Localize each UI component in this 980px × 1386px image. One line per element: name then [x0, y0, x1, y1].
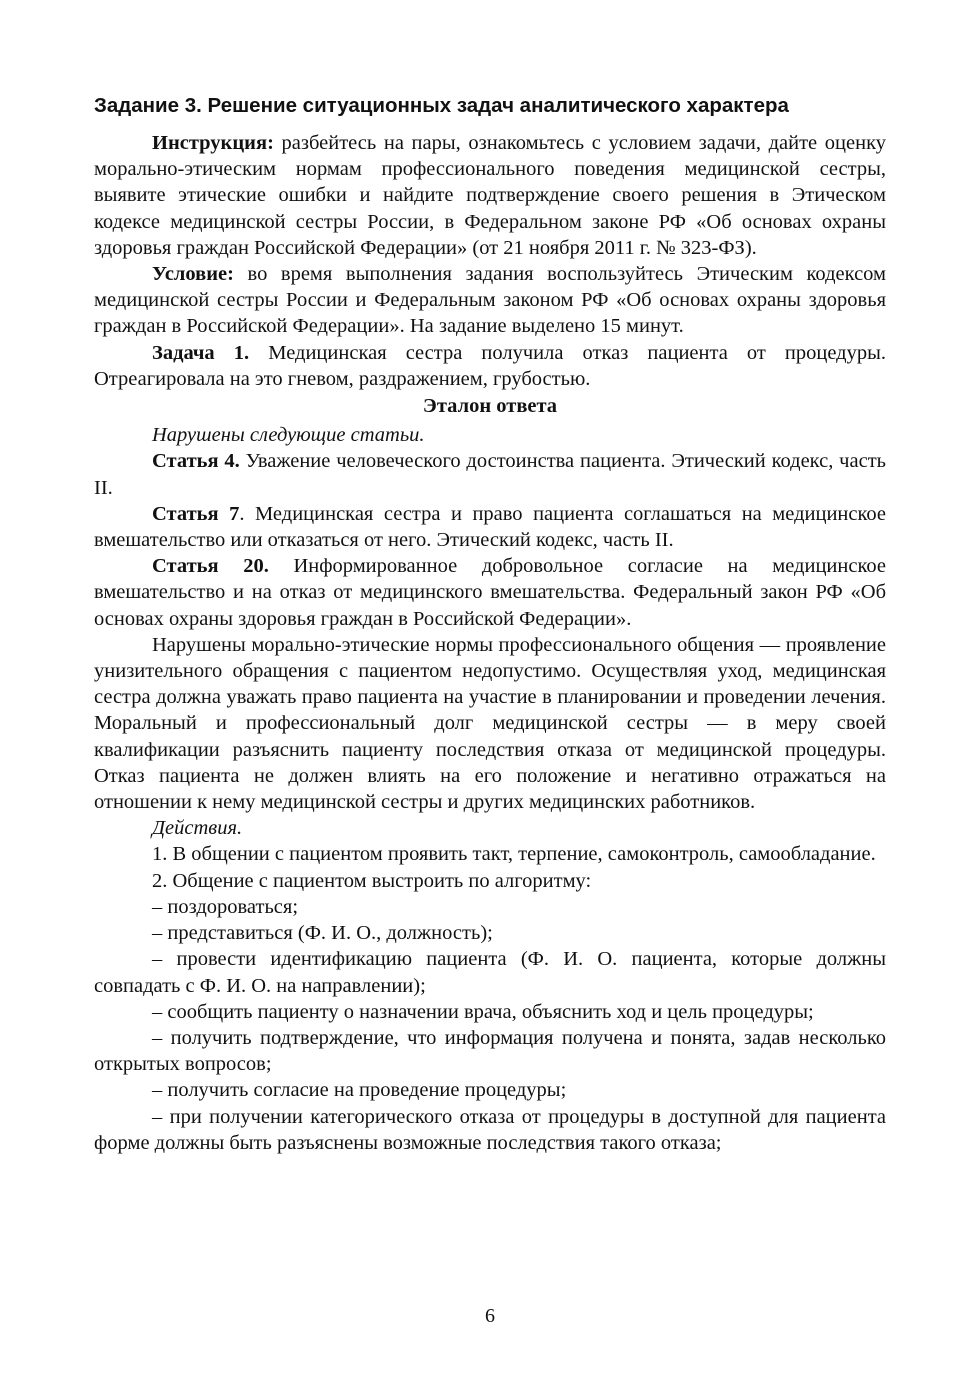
article-text: Информированное добровольное согласие на медицинское вмешательство и на отказ от медицинского вмешательства. Федеральный закон РФ «Об основах охраны здоровья граждан в Российской Федерации». — [94, 555, 886, 630]
instruction-label: Инструкция: — [152, 132, 274, 154]
article-label: Статья 7 — [152, 502, 240, 525]
instruction-paragraph — [94, 130, 886, 261]
condition-text: во время выполнения задания воспользуйтесь Этическим кодексом медицинской сестры России и Федеральным законом РФ «Об основах охраны здоровья граждан в Российской Федерации». На задание выделено 15 минут. — [94, 263, 886, 338]
actions-intro — [94, 815, 886, 841]
condition-label: Условие: — [152, 263, 234, 286]
task-label: Задача 1. — [152, 341, 250, 364]
action-item: – сообщить пациенту о назначении врача, объяснить ход и цель процедуры; — [152, 1000, 814, 1023]
article-text: Уважение человеческого достоинства пациента. Этический кодекс, часть II. — [94, 450, 887, 499]
action-item: 2. Общение с пациентом выстроить по алгоритму: — [152, 869, 592, 892]
action-item: – поздороваться; — [152, 895, 299, 918]
action-item: 1. В общении с пациентом проявить такт, терпение, самоконтроль, самообладание. — [152, 843, 876, 866]
norms-paragraph: Нарушены морально-этические нормы профессионального общения — проявление унизительного обращения с пациентом недопустимо. Осуществляя уход, медицинская сестра должна уважать право пациента на участие в планировании и проведении лечения. Моральный и профессиональный долг медицинской сестры — в меру своей квалификации разъяснить пациенту последствия отказа от медицинской процедуры. Отказ пациента не должен влиять на его положение и негативно отражаться на отношении к нему медицинской сестры и других медицинских работников. — [94, 633, 886, 814]
article-label: Статья 4. — [152, 450, 240, 473]
action-item: – при получении категорического отказа от процедуры в доступной для пациента форме должны быть разъяснены возможные последствия такого отказа; — [94, 1105, 886, 1154]
article-paragraph — [94, 501, 886, 553]
article-paragraph — [94, 553, 886, 632]
action-item: – представиться (Ф. И. О., должность); — [152, 922, 493, 945]
action-item: – провести идентификацию пациента (Ф. И. О. пациента, которые должны совпадать с Ф. И. О. на направлении); — [94, 948, 886, 997]
task-paragraph — [94, 340, 886, 392]
actions-label: Действия. — [152, 817, 243, 840]
section-heading: Задание 3. Решение ситуационных задач аналитического характера — [94, 94, 789, 117]
action-item: – получить подтверждение, что информация получена и понята, задав несколько открытых вопросов; — [94, 1026, 886, 1076]
article-text: . Медицинская сестра и право пациента соглашаться на медицинское вмешательство или отказаться от него. Этический кодекс, часть II. — [94, 502, 887, 552]
article-label: Статья 20. — [152, 555, 269, 578]
condition-paragraph — [94, 261, 886, 340]
article-paragraph — [94, 448, 886, 500]
page-content — [94, 92, 886, 1156]
violated-intro — [94, 422, 886, 448]
violated-intro-text: Нарушены следующие статьи. — [152, 424, 425, 447]
task-text: Медицинская сестра получила отказ пациента от процедуры. Отреагировала на это гневом, раздражением, грубостью. — [94, 341, 886, 390]
answer-title: Эталон ответа — [422, 395, 558, 418]
action-item: – получить согласие на проведение процедуры; — [152, 1079, 567, 1102]
page-number: 6 — [485, 1305, 495, 1327]
instruction-text: разбейтесь на пары, ознакомьтесь с условием задачи, дайте оценку морально-этическим нормам профессионального поведения медицинской сестры, выявите этические ошибки и найдите подтверждение своего решения в Этическом кодексе медицинской сестры России, в Федеральном законе РФ «Об основах охраны здоровья граждан Российской Федерации» (от 21 ноября 2011 г. № 323-ФЗ). — [94, 132, 886, 259]
